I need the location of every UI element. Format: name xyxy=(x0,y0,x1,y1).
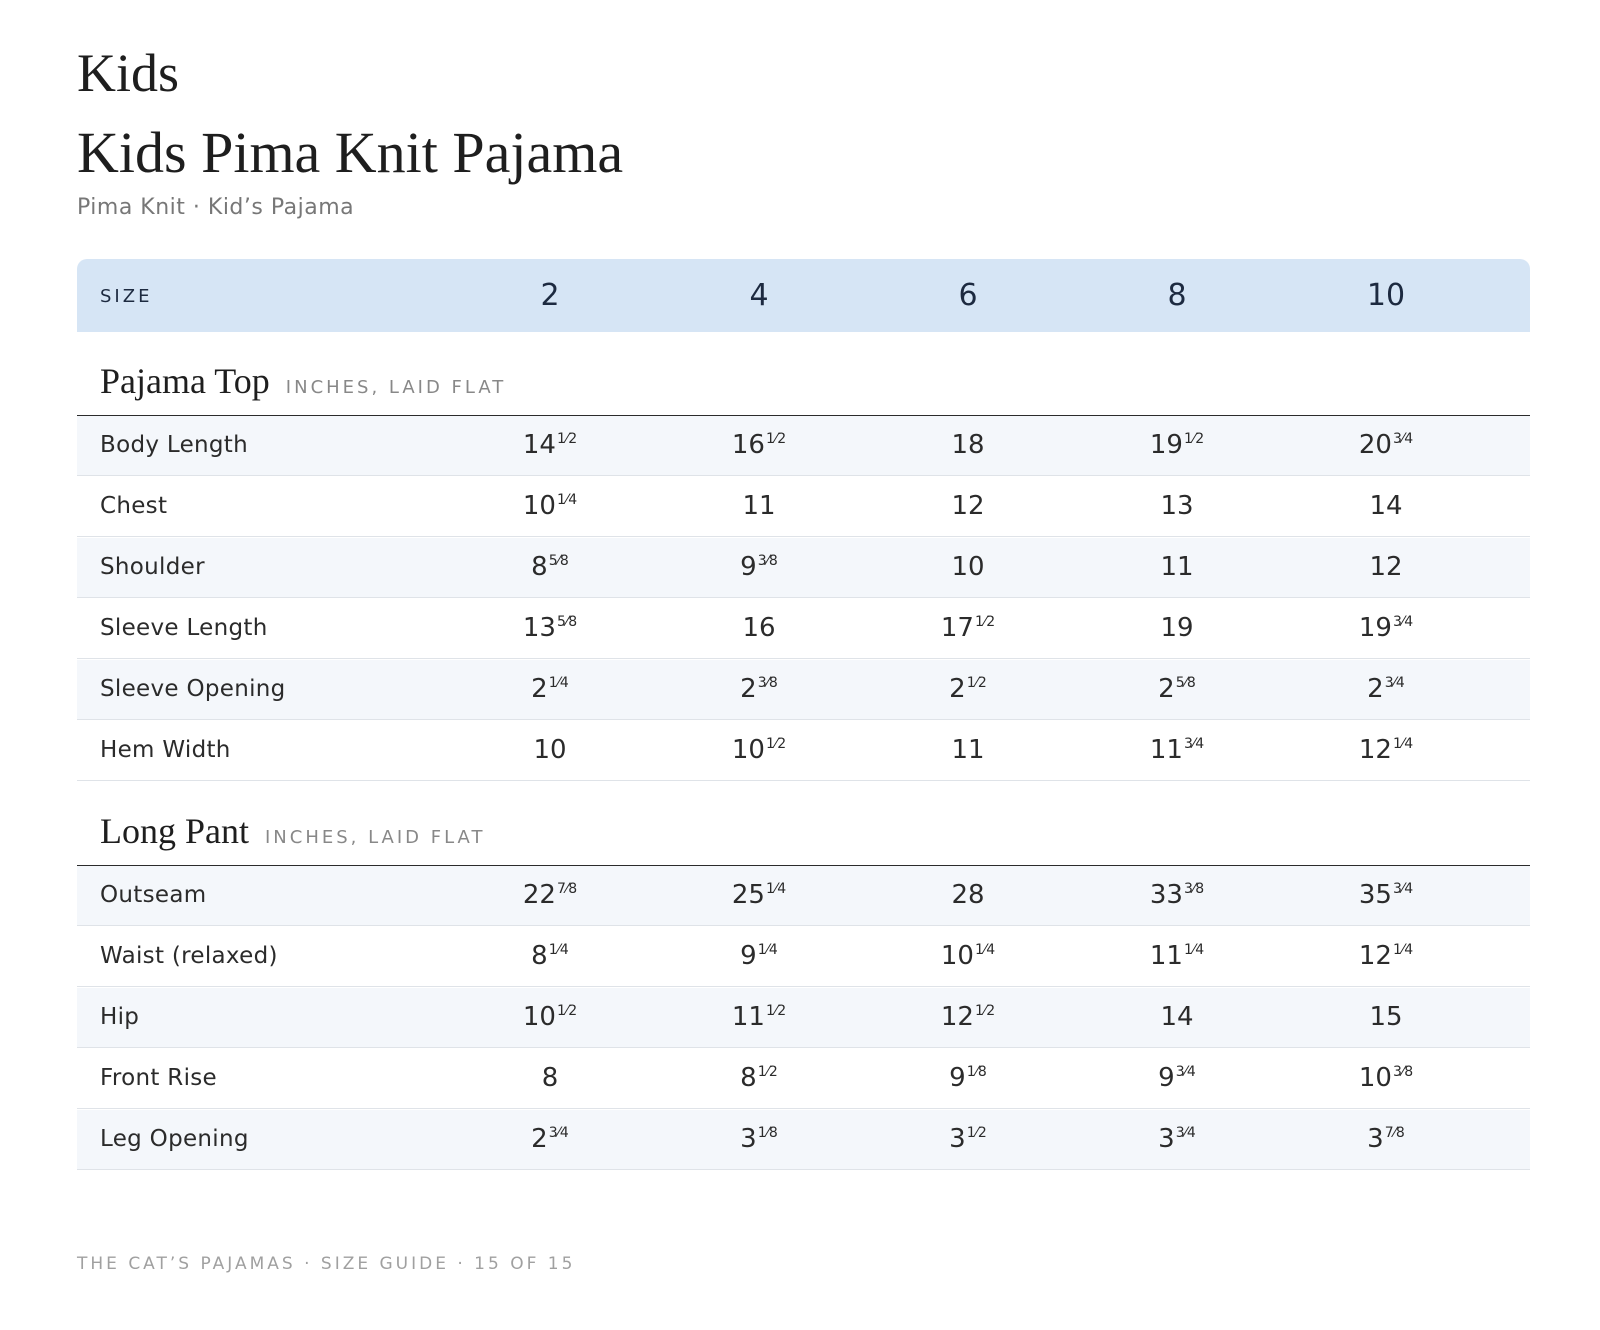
measurement-value: $33^{3⁄8}$ xyxy=(1149,880,1205,910)
section-unit: INCHES, LAID FLAT xyxy=(285,377,507,398)
measurement-label: Hem Width xyxy=(100,737,231,763)
table-row xyxy=(77,866,1530,926)
size-column-2: 2 xyxy=(540,278,560,313)
measurement-value: 11 xyxy=(742,491,776,521)
measurement-value: $2^{1⁄4}$ xyxy=(531,674,569,704)
measurement-label: Body Length xyxy=(100,432,249,458)
measurement-value: $8^{1⁄2}$ xyxy=(740,1063,778,1093)
measurement-label: Waist (relaxed) xyxy=(100,943,278,969)
measurement-label: Front Rise xyxy=(100,1065,217,1091)
measurement-label: Shoulder xyxy=(100,554,205,580)
measurement-value: 19 xyxy=(1160,613,1194,643)
measurement-label: Leg Opening xyxy=(100,1126,249,1152)
measurement-value: $16^{1⁄2}$ xyxy=(731,430,787,460)
size-column-6: 6 xyxy=(958,278,978,313)
measurement-value: 13 xyxy=(1160,491,1194,521)
measurement-label: Chest xyxy=(100,493,168,519)
measurement-value: $2^{3⁄8}$ xyxy=(740,674,778,704)
measurement-value: $12^{1⁄4}$ xyxy=(1358,735,1414,765)
measurement-value: $25^{1⁄4}$ xyxy=(731,880,787,910)
page-subtitle: Pima Knit · Kid’s Pajama xyxy=(77,195,355,220)
table-row xyxy=(77,416,1530,476)
measurement-value: $22^{7⁄8}$ xyxy=(522,880,578,910)
section-title-pajama-top xyxy=(100,360,506,402)
measurement-value: $10^{1⁄2}$ xyxy=(731,735,787,765)
measurement-value: 10 xyxy=(951,552,985,582)
measurement-value: 10 xyxy=(533,735,567,765)
table-row xyxy=(77,538,1530,598)
table-row xyxy=(77,599,1530,659)
measurement-value: 8 xyxy=(541,1063,559,1093)
table-row xyxy=(77,721,1530,781)
measurement-value: $11^{1⁄4}$ xyxy=(1149,941,1205,971)
measurement-value: 14 xyxy=(1160,1002,1194,1032)
section-unit: INCHES, LAID FLAT xyxy=(265,827,486,848)
measurement-value: $13^{5⁄8}$ xyxy=(522,613,578,643)
measurement-value: $17^{1⁄2}$ xyxy=(940,613,996,643)
size-header-label: SIZE xyxy=(100,286,153,307)
table-row xyxy=(77,1049,1530,1109)
measurement-label: Hip xyxy=(100,1004,140,1030)
measurement-value: $3^{3⁄4}$ xyxy=(1158,1124,1196,1154)
measurement-value: $19^{3⁄4}$ xyxy=(1358,613,1414,643)
measurement-value: $14^{1⁄2}$ xyxy=(522,430,578,460)
measurement-value: $9^{3⁄4}$ xyxy=(1158,1063,1196,1093)
table-row xyxy=(77,988,1530,1048)
measurement-value: $3^{1⁄8}$ xyxy=(740,1124,778,1154)
measurement-label: Outseam xyxy=(100,882,207,908)
measurement-value: $8^{5⁄8}$ xyxy=(531,552,569,582)
measurement-value: $9^{3⁄8}$ xyxy=(740,552,778,582)
measurement-value: $12^{1⁄2}$ xyxy=(940,1002,996,1032)
measurement-value: $9^{1⁄8}$ xyxy=(949,1063,987,1093)
size-column-10: 10 xyxy=(1366,278,1406,313)
measurement-value: $11^{1⁄2}$ xyxy=(731,1002,787,1032)
measurement-value: $20^{3⁄4}$ xyxy=(1358,430,1414,460)
measurement-value: $10^{1⁄4}$ xyxy=(522,491,578,521)
measurement-value: $10^{1⁄4}$ xyxy=(940,941,996,971)
measurement-value: 12 xyxy=(951,491,985,521)
page-footer: THE CAT’S PAJAMAS · SIZE GUIDE · 15 OF 15 xyxy=(77,1254,576,1274)
measurement-label: Sleeve Opening xyxy=(100,676,286,702)
measurement-value: $9^{1⁄4}$ xyxy=(740,941,778,971)
measurement-value: 15 xyxy=(1369,1002,1403,1032)
measurement-label: Sleeve Length xyxy=(100,615,268,641)
table-row xyxy=(77,477,1530,537)
category-heading: Kids xyxy=(77,43,180,103)
page-title: Kids Pima Knit Pajama xyxy=(77,120,624,185)
measurement-value: $3^{1⁄2}$ xyxy=(949,1124,987,1154)
measurement-value: 28 xyxy=(951,880,985,910)
measurement-value: $11^{3⁄4}$ xyxy=(1149,735,1205,765)
measurement-value: 16 xyxy=(742,613,776,643)
section-name: Pajama Top xyxy=(100,361,270,401)
measurement-value: $12^{1⁄4}$ xyxy=(1358,941,1414,971)
size-column-8: 8 xyxy=(1167,278,1187,313)
measurement-value: $8^{1⁄4}$ xyxy=(531,941,569,971)
measurement-value: $10^{3⁄8}$ xyxy=(1358,1063,1414,1093)
measurement-value: $3^{7⁄8}$ xyxy=(1367,1124,1405,1154)
measurement-value: $2^{5⁄8}$ xyxy=(1158,674,1196,704)
table-row xyxy=(77,660,1530,720)
measurement-value: 14 xyxy=(1369,491,1403,521)
section-title-long-pant xyxy=(100,810,485,852)
measurement-value: $19^{1⁄2}$ xyxy=(1149,430,1205,460)
measurement-value: 11 xyxy=(1160,552,1194,582)
section-name: Long Pant xyxy=(100,811,249,851)
size-column-4: 4 xyxy=(749,278,769,313)
measurement-value: $35^{3⁄4}$ xyxy=(1358,880,1414,910)
table-row xyxy=(77,1110,1530,1170)
measurement-value: $2^{1⁄2}$ xyxy=(949,674,987,704)
measurement-value: $2^{3⁄4}$ xyxy=(1367,674,1405,704)
measurement-value: 12 xyxy=(1369,552,1403,582)
measurement-value: 11 xyxy=(951,735,985,765)
table-row xyxy=(77,927,1530,987)
size-header-row xyxy=(77,259,1530,332)
measurement-value: $2^{3⁄4}$ xyxy=(531,1124,569,1154)
measurement-value: $10^{1⁄2}$ xyxy=(522,1002,578,1032)
measurement-value: 18 xyxy=(951,430,985,460)
